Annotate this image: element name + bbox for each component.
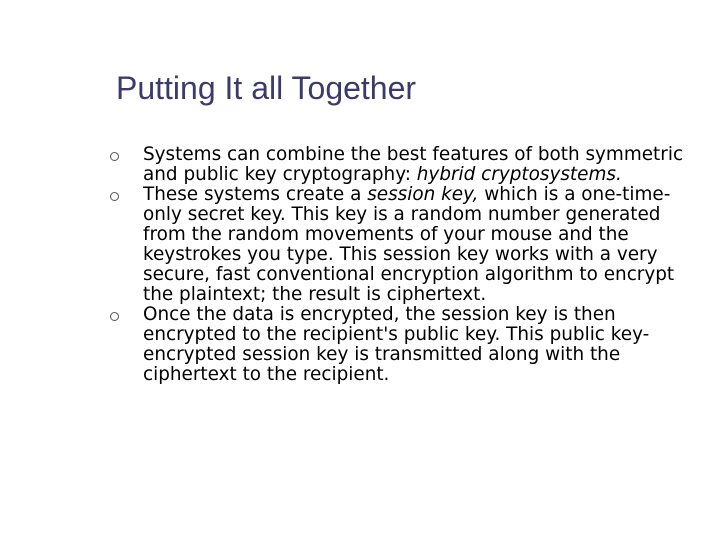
bullet-item [110,305,685,385]
bullet-item [110,145,685,185]
slide-title: Putting It all Together [116,70,417,106]
hollow-circle-icon [110,152,119,161]
hollow-circle-icon [110,192,119,201]
hollow-circle-icon [110,312,119,321]
bullet-text: Once the data is encrypted, the session key is then encrypted to the recipient's public key. This public key-encrypted session key is transmitted along with the ciphertext to the recipient. [143,304,650,385]
bullet-text: These systems create a session key, which is a one-time-only secret key. This key is a random number generated from the random movements of your mouse and the keystrokes you type. This session key works with a very secure, fast conventional encryption algorithm to encrypt the plaintext; the result is ciphertext. [143,184,675,305]
bullet-text: Systems can combine the best features of both symmetric and public key cryptography: hybrid cryptosystems. [143,144,684,185]
bullet-list [110,145,685,385]
bullet-item [110,185,685,305]
